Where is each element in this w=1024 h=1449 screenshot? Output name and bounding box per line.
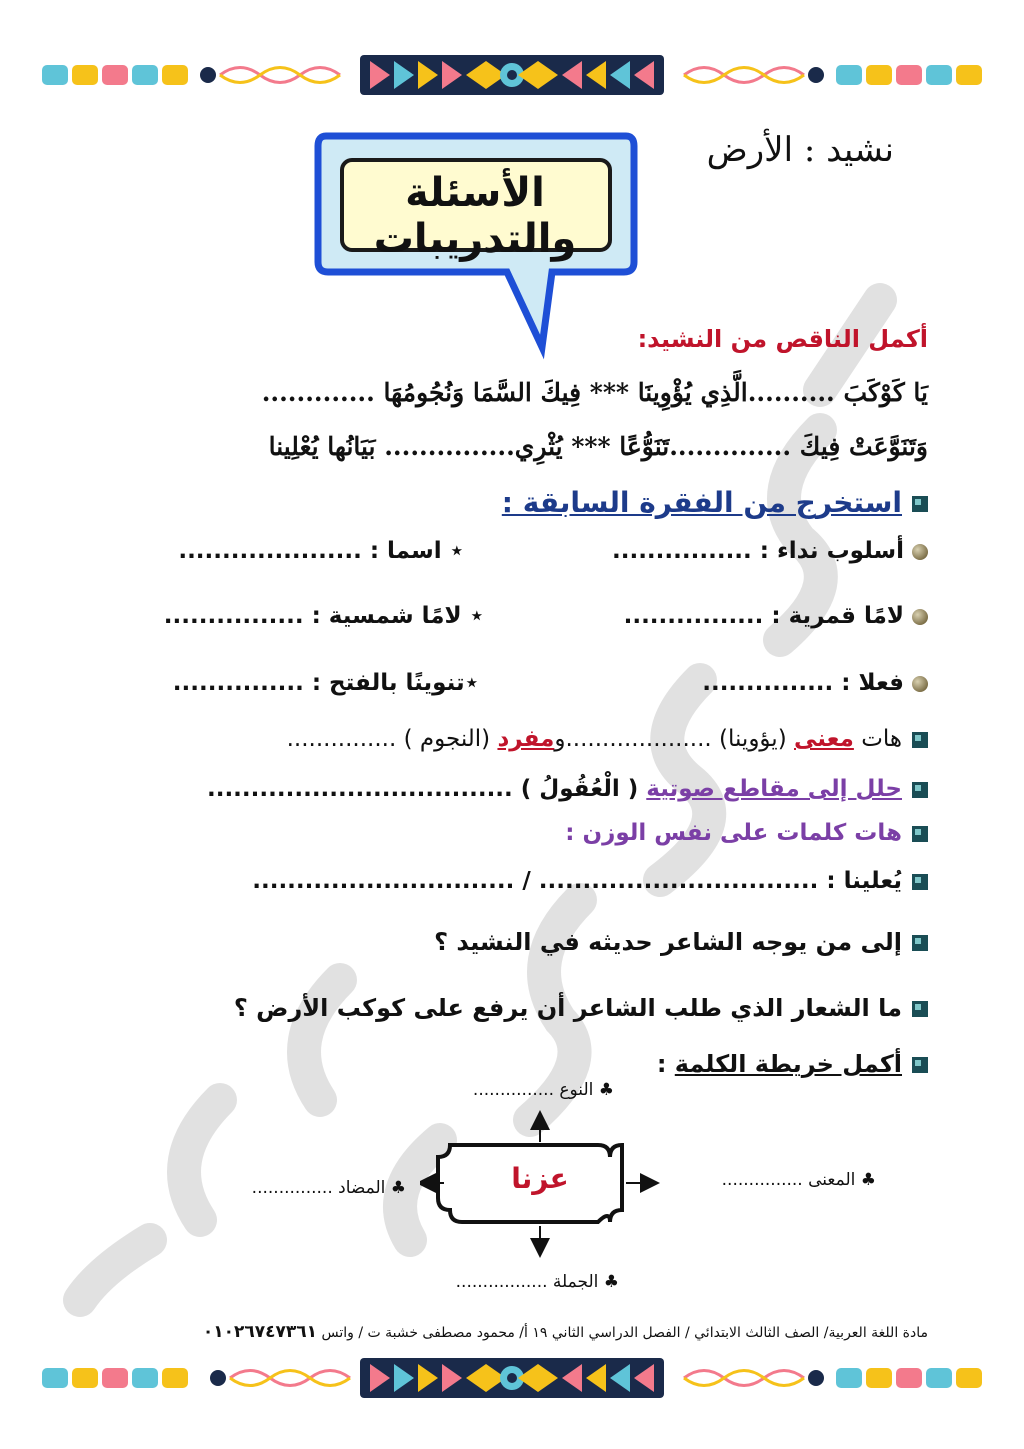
extract-noun: ⋆ اسما : ..................... [178,538,464,564]
ball-bullet-icon [912,609,928,625]
border-center-band [360,55,664,95]
word-map-center-word: عزنا [511,1162,569,1195]
word-map-heading [657,1050,928,1078]
verse-line-2: وَتَنَوَّعَتْ فِيكَ ..............تَنَوُّعًا *** يُثْرِي............... بَيَانُها يُعْلِينا [268,432,928,461]
syllables-rest: ( الْعُقُولُ ) ................................... [206,776,647,802]
word-map-title: أكمل خريطة الكلمة [674,1050,902,1078]
meaning-question [287,726,928,752]
meaning-middle: (يؤوينا) ....................و [554,726,794,752]
verse-line-1: يَا كَوْكَبَ ..........الَّذِي يُؤْوِينَا *** فِيكَ السَّمَا وَنُجُومُهَا ............. [261,378,928,407]
ball-bullet-icon [912,544,928,560]
word-map-opposite: ♣ المضاد ............... [251,1178,406,1198]
meaning-suffix: (النجوم ) ............... [286,726,498,752]
banner-title: الأسئلة والتدريبات [373,170,577,262]
extract-vocative: أسلوب نداء : ................ [611,538,904,564]
word-map-type: ♣ النوع ............... [472,1080,614,1100]
question-1-text: إلى من يوجه الشاعر حديثه في النشيد ؟ [434,928,902,956]
word-map-colon: : [656,1050,675,1078]
extract-verb: فعلا : ............... [702,670,904,696]
complete-instruction: أكمل الناقص من النشيد: [637,325,928,353]
meaning-word: معنى [794,726,854,752]
pattern-text: يُعلينا : ................................ / .............................. [252,868,902,894]
footer-credit [203,1322,928,1342]
extract-moon-lam: لامًا قمرية : ................ [623,603,904,629]
square-bullet-icon [912,496,928,512]
border-left-beads [42,1368,350,1388]
poem-title: نشيد : الأرض [706,130,894,170]
square-bullet-icon [912,935,928,951]
question-1 [434,928,928,956]
top-decorative-border [40,55,984,95]
same-pattern-text: هات كلمات على نفس الوزن : [565,820,902,846]
syllables-label: حلل إلى مقاطع صوتية [646,776,902,802]
word-map-meaning: ♣ المعنى ............... [721,1170,876,1190]
square-bullet-icon [912,732,928,748]
extract-heading-text: استخرج من الفقرة السابقة : [501,486,902,519]
extract-tanween: ⋆تنوينًا بالفتح : ............... [172,670,479,696]
extract-row-3 [702,670,928,696]
extract-row-1 [612,538,928,564]
extract-heading [502,486,928,519]
meaning-prefix: هات [853,726,902,752]
border-right-beads [684,65,982,85]
square-bullet-icon [912,782,928,798]
syllables-question [207,776,928,802]
border-left-beads [42,65,340,85]
square-bullet-icon [912,1001,928,1017]
pattern-line [252,868,928,894]
word-map-sentence: ♣ الجملة ................. [455,1272,619,1292]
square-bullet-icon [912,874,928,890]
square-bullet-icon [912,826,928,842]
bottom-decorative-border [40,1358,984,1398]
footer-phone: ٠١٠٢٦٧٤٧٣٦١ [202,1322,318,1342]
question-2-text: ما الشعار الذي طلب الشاعر أن يرفع على كوكب الأرض ؟ [233,994,902,1022]
extract-sun-lam: ⋆ لامًا شمسية : ................ [163,603,484,629]
border-right-beads [684,1368,982,1388]
extract-row-2 [624,603,928,629]
footer-text: مادة اللغة العربية/ الصف الثالث الابتدائي / الفصل الدراسي الثاني ١٩ أ/ محمود مصطفى خشبة ت / واتس [321,1325,928,1341]
ball-bullet-icon [912,676,928,692]
square-bullet-icon [912,1057,928,1073]
same-pattern-heading [565,820,928,846]
border-center-band [360,1358,664,1398]
question-2 [234,994,928,1022]
singular-word: مفرد [497,726,555,752]
